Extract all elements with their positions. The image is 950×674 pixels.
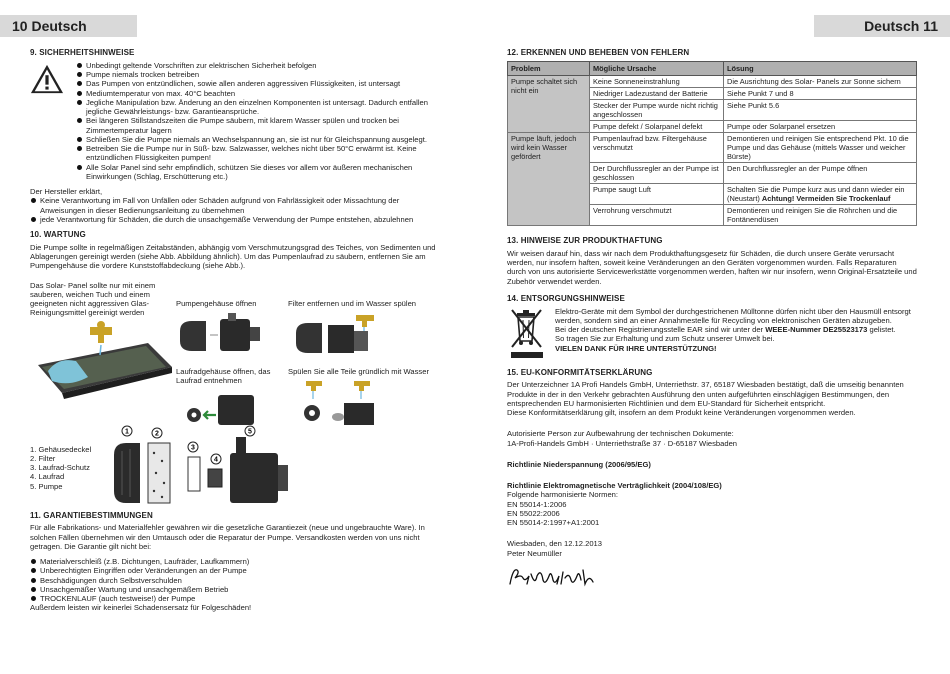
solution-warning: Achtung! Vermeiden Sie Trockenlauf (761, 194, 891, 204)
part-number-5: 5 (248, 428, 252, 435)
liability-title: 13. HINWEISE ZUR PRODUKTHAFTUNG (507, 236, 663, 246)
list-item: Unsachgemäßer Wartung und unsachgemäßem Betrieb (30, 585, 440, 594)
norms-intro: Folgende harmonisierte Normen: (507, 490, 619, 500)
page-header-left: 10 Deutsch (0, 15, 137, 37)
list-item: Keine Verantwortung im Fall von Unfällen oder Schäden aufgrund von Fahrlässigkeit oder Missachtung der Anweisungen in dieser Bedienungsanleitung zu übernehmen (30, 196, 440, 215)
liability-text: Wir weisen darauf hin, dass wir nach dem Produkthaftungsgesetz für Schäden, die durch unsere Geräte verursacht werden, nur insofern haften, soweit keine Veränderungen an den Geräten vorgenommen wurden. Falls Reparaturen durch von uns autorisierte Servicewerkstätte vorgenommen werden, haften wir nur insofern, wenn Original-Ersatzteile und Zubehör verwendet werden. (507, 248, 917, 286)
warranty-list (30, 557, 440, 603)
list-item: jede Verantwortung für Schäden, die durch die unsachgemäße Verwendung der Pumpe entstehen, abzulehnen (30, 215, 440, 224)
place-date: Wiesbaden, den 12.12.2013 (507, 539, 602, 549)
solution-cell (724, 184, 917, 205)
troubleshooting-title: 12. ERKENNEN UND BEHEBEN VON FEHLERN (507, 48, 690, 57)
warning-icon (30, 63, 64, 95)
part-number-1: 1 (125, 428, 129, 435)
cause-cell: Pumpe defekt / Solarpanel defekt (590, 120, 724, 132)
cause-cell: Pumpe saugt Luft (590, 184, 724, 205)
disposal-title: 14. ENTSORGUNGSHINWEISE (507, 293, 625, 303)
list-item: Materialverschleiß (z.B. Dichtungen, Laufräder, Laufkammern) (30, 557, 440, 566)
left-column (30, 48, 440, 613)
crossed-bin-icon (507, 307, 547, 359)
page-header-right: Deutsch 11 (814, 15, 950, 37)
conformity-title: 15. EU-KONFORMITÄTSERKLÄRUNG (507, 367, 653, 377)
norm-item: EN 55014-2:1997+A1:2001 (507, 518, 600, 528)
solution-cell: Pumpe oder Solarpanel ersetzen (724, 120, 917, 132)
manufacturer-intro: Der Hersteller erklärt, (30, 187, 103, 196)
cause-cell: Keine Sonneneinstrahlung (590, 75, 724, 87)
list-item: Betreiben Sie die Pumpe nur in Süß- bzw. Salzwasser, welches nicht über 50°C erwärmt ist. Keine entzündlichen Flüssigkeiten pumpen! (76, 144, 440, 163)
solution-cell: Siehe Punkt 7 und 8 (724, 87, 917, 99)
maintenance-text: Die Pumpe sollte in regelmäßigen Zeitabständen, abhängig vom Verschmutzungsgrad des Teiches, von Sedimenten und Ablagerungen gereinigt werden (siehe Abb. Abbildung ähnlich). Um das Pumpenlaufrad zu säubern, entfernen Sie am Pumpengehäuse die vordere Kunststoffabdeckung (siehe Abb.). (30, 242, 436, 271)
part-number-3: 3 (191, 444, 195, 451)
list-item: 4. Laufrad (30, 472, 65, 482)
parts-list (30, 445, 91, 491)
part-number-4: 4 (214, 456, 218, 463)
list-item: Unbedingt geltende Vorschriften zur elektrischen Sicherheit befolgen (76, 61, 440, 70)
weee-post: gelistet. (867, 325, 896, 335)
weee-number: WEEE-Nummer DE25523173 (765, 325, 868, 335)
pump-housing-open-image (176, 313, 276, 358)
cause-cell: Der Durchflussregler an der Pumpe ist geschlossen (590, 163, 724, 184)
low-voltage-title: Richtlinie Niederspannung (2006/95/EG) (507, 459, 651, 469)
disposal-text-3: So tragen Sie zur Erhaltung und zum Schutz unserer Umwelt bei. (555, 334, 775, 344)
panel-cleaning-text: Das Solar- Panel sollte nur mit einem sauberen, weichen Tuch und einem geeigneten nicht aggressiven Glas-Reinigungsmittel gereinigt werden (30, 280, 156, 318)
safety-title: 9. SICHERHEITSHINWEISE (30, 48, 135, 57)
filter-rinse-image (292, 313, 392, 358)
disposal-text-1: Elektro-Geräte mit dem Symbol der durchgestrichenen Mülltonne dürfen nicht über den Hausmüll entsorgt werden, sondern sind an einer Annahmestelle für Recycling von elektronischen Geräten abzugeben. (555, 306, 911, 325)
table-header: Problem (508, 61, 590, 75)
table-header: Mögliche Ursache (590, 61, 724, 75)
table-row (508, 132, 917, 162)
problem-cell: Pumpe schaltet sich nicht ein (508, 75, 590, 132)
solution-cell: Den Durchflussregler an der Pumpe öffnen (724, 163, 917, 184)
list-item: Pumpe niemals trocken betreiben (76, 70, 440, 79)
signer-name: Peter Neumüller (507, 548, 562, 558)
table-header-row (508, 61, 917, 75)
solution-cell: Siehe Punkt 5.6 (724, 99, 917, 120)
list-item: Mediumtemperatur von max. 40°C beachten (76, 89, 440, 98)
disposal-thanks: VIELEN DANK FÜR IHRE UNTERSTÜTZUNG! (555, 343, 717, 353)
maintenance-title: 10. WARTUNG (30, 230, 86, 239)
list-item: Das Pumpen von entzündlichen, sowie allen anderen aggressiven Flüssigkeiten, ist untersagt (76, 79, 440, 88)
fig-impeller-label: Laufradgehäuse öffnen, das Laufrad entnehmen (176, 366, 271, 385)
fig-filter-label: Filter entfernen und im Wasser spülen (288, 298, 417, 308)
list-item: Bei längeren Stillstandszeiten die Pumpe säubern, mit klarem Wasser spülen und trocken bei Zimmertemperatur lagern (76, 116, 440, 135)
part-number-2: 2 (155, 430, 159, 437)
solution-text: Schalten Sie die Pumpe kurz aus und dann wieder ein (Neustart) (727, 185, 905, 204)
solution-cell: Demontieren und reinigen Sie entsprechend Pkt. 10 die Pumpe und das Gehäuse (mittels Wasser und weicher Bürste) (724, 132, 917, 162)
list-item: Alle Solar Panel sind sehr empfindlich, schützen Sie dieses vor allem vor äußeren mechanischen Einwirkungen (Schlag, Erschütterung etc.) (76, 163, 440, 182)
solar-panel-cleaning-image (30, 321, 175, 403)
solution-cell: Die Ausrichtung des Solar- Panels zur Sonne sichern (724, 75, 917, 87)
cause-cell: Pumpenlaufrad bzw. Filtergehäuse verschmutzt (590, 132, 724, 162)
warranty-footer: Außerdem leisten wir keinerlei Schadensersatz für Folgeschäden! (30, 603, 252, 613)
troubleshooting-table (507, 61, 917, 226)
list-item: 3. Laufrad-Schutz (30, 463, 90, 472)
disposal-text-2 (555, 325, 917, 334)
exploded-parts-image (110, 425, 320, 505)
conformity-text-2: Diese Konformitätserklärung gilt, insofern an dem Produkt keine Veränderungen vorgenommen werden. (507, 408, 856, 418)
norm-item: EN 55022:2006 (507, 508, 560, 518)
list-item: Schließen Sie die Pumpe niemals an Wechselspannung an, sie ist nur für Gleichspannung ausgelegt. (76, 135, 440, 144)
conformity-text-1: Der Unterzeichner 1A Profi Handels GmbH, Unterriethstr. 37, 65187 Wiesbaden bestätigt, daß die umseitig benannten Produkte in der in den Verkehr gebrachten Ausführung den unten aufgeführten einschlägigen Bestimmungen, den entsprechenden EU harmonisierten Richtlinien und dem EU-Standard für Sicherheit entspricht. (507, 380, 904, 408)
fig-rinse-label: Spülen Sie alle Teile gründlich mit Wasser (288, 366, 429, 376)
warranty-title: 11. GARANTIEBESTIMMUNGEN (30, 510, 153, 520)
list-item: 1. Gehäusedeckel (30, 444, 92, 454)
list-item: TROCKENLAUF (auch testweise!) der Pumpe (30, 594, 440, 603)
rinse-parts-image (292, 377, 392, 429)
list-item: Jegliche Manipulation bzw. Änderung an den einzelnen Komponenten ist untersagt. Dadurch entfallen jegliche Gewährleistungs- bzw. Garantieansprüche. (76, 98, 440, 117)
fig-open-label: Pumpengehäuse öffnen (176, 298, 257, 308)
list-item: 5. Pumpe (30, 481, 63, 491)
manufacturer-list (30, 196, 440, 224)
list-item: Beschädigungen durch Selbstverschulden (30, 576, 440, 585)
cause-cell: Niedriger Ladezustand der Batterie (590, 87, 724, 99)
list-item: Unberechtigten Eingriffen oder Veränderungen an der Pumpe (30, 566, 440, 575)
signature-image (507, 564, 597, 590)
list-item: 2. Filter (30, 453, 56, 463)
authorized-person-label: Autorisierte Person zur Aufbewahrung der technischen Dokumente: (507, 429, 734, 439)
cause-cell: Verrohrung verschmutzt (590, 205, 724, 226)
norm-item: EN 55014-1:2006 (507, 499, 567, 509)
right-column (507, 48, 917, 592)
emc-title: Richtlinie Elektromagnetische Verträglichkeit (2004/108/EG) (507, 481, 722, 491)
maintenance-figures (30, 273, 440, 505)
solution-cell: Demontieren und reinigen Sie die Röhrchen und die Fontänendüsen (724, 205, 917, 226)
impeller-removal-image (180, 389, 270, 429)
warranty-text: Für alle Fabrikations- und Materialfehler gewähren wir die gesetzliche Garantiezeit (neue und ungebrauchte Ware). In solchen Fällen übernehmen wir den Umtausch oder die Reparatur der Pumpe. Versandkosten werden von uns nicht getragen. Die Garantie gilt nicht bei: (30, 523, 425, 551)
weee-pre: Bei der deutschen Registrierungsstelle EAR sind wir unter der (555, 325, 766, 335)
safety-list (76, 61, 440, 181)
problem-cell: Pumpe läuft, jedoch wird kein Wasser gefördert (508, 132, 590, 225)
table-row (508, 75, 917, 87)
authorized-person-address: 1A-Profi-Handels GmbH · Unterriethstraße 37 · D-65187 Wiesbaden (507, 438, 738, 448)
cause-cell: Stecker der Pumpe wurde nicht richtig angeschlossen (590, 99, 724, 120)
table-header: Lösung (724, 61, 917, 75)
